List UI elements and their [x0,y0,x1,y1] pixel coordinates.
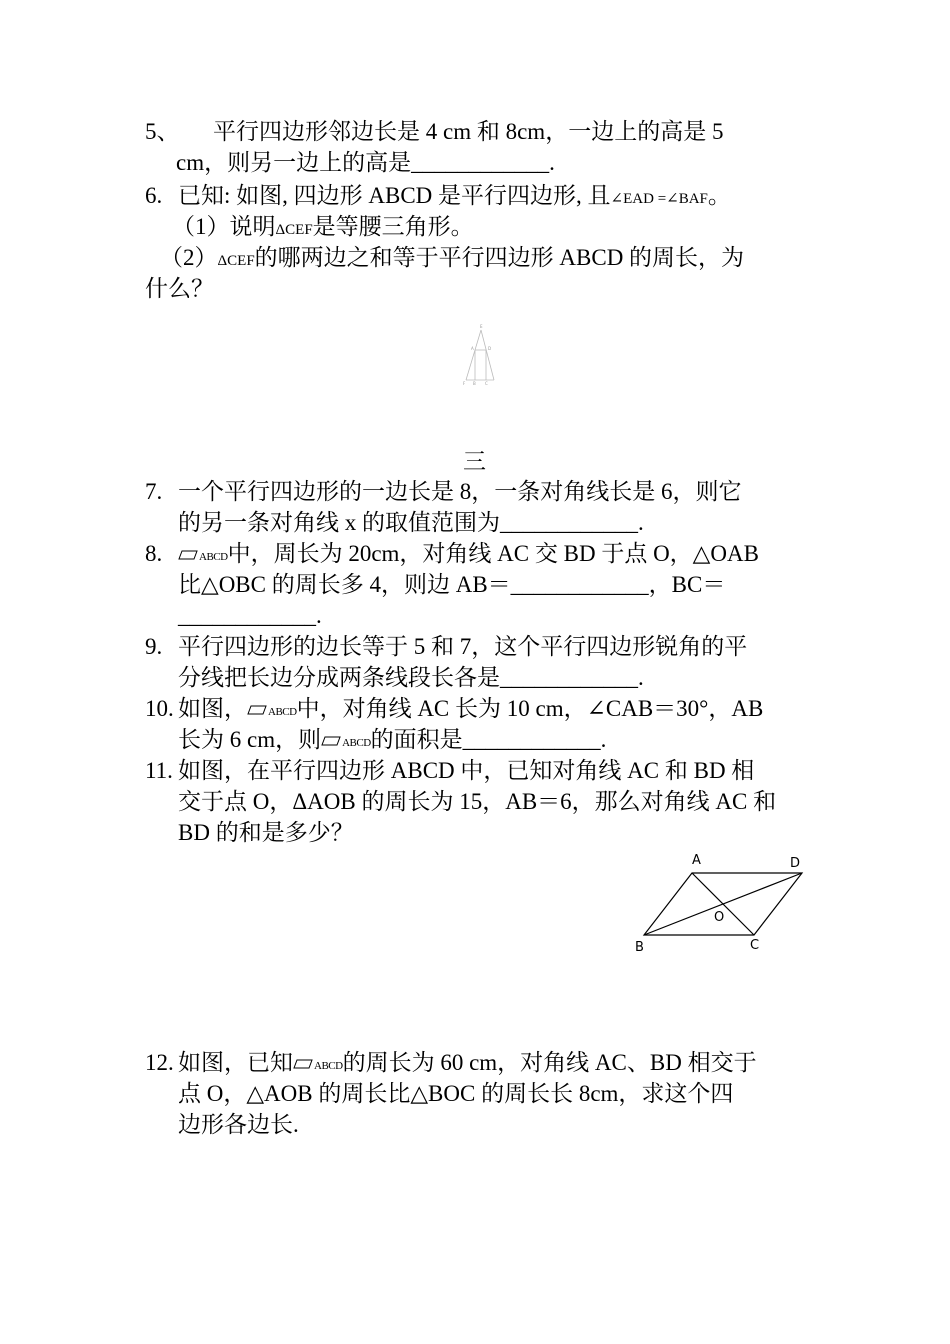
parallelogram-icon [247,705,267,715]
q10-line2-rest: 的面积是____________. [370,727,607,752]
q8-number: 8. [145,541,163,566]
q10-number: 10. [145,696,174,721]
q10-text-line2 [178,725,606,758]
q6-figure-label-a: A [471,346,474,351]
q11-text-line2: 交于点 O，ΔAOB 的周长为 15，AB＝6，那么对角线 AC 和 [178,789,777,814]
q12-parallelogram-name: ABCD [314,1060,343,1072]
q6-triangle-cef-2: ΔCEF [217,253,255,269]
q6-text-line4: 什么？ [145,276,214,301]
q5-text-line2: cm，则另一边上的高是____________. [176,150,555,175]
q12-number: 12. [145,1050,174,1075]
q12-text-line1 [178,1048,757,1081]
q11-label-o: O [714,910,725,925]
q12-text-line3: 边形各边长. [178,1112,299,1137]
q11-label-a: A [692,853,701,868]
q7-number: 7. [145,479,163,504]
q12-line1-rest: 的周长为 60 cm，对角线 AC、BD 相交于 [342,1050,757,1075]
q6-figure [458,322,504,388]
q10-line2-text: 长为 6 cm，则 [178,727,322,752]
parallelogram-icon [293,1059,313,1069]
q8-text-line1 [178,539,759,572]
q8-text-line2: 比△OBC 的周长多 4，则边 AB＝____________，BC＝ [178,572,726,597]
q11-parallelogram-figure [630,848,810,958]
q7-text-line2: 的另一条对角线 x 的取值范围为____________. [178,510,644,535]
q10-line1-text: 如图， [178,696,247,721]
q11-number: 11. [145,758,173,783]
q6-line2-end: 是等腰三角形。 [312,214,474,239]
q6-angle-expression: ∠EAD =∠BAF [610,191,708,207]
q10-parallelogram-name: ABCD [268,706,297,718]
q5-text-line1: 平行四边形邻边长是 4 cm 和 8cm，一边上的高是 5 [213,119,724,144]
q6-line1-end: 。 [707,183,731,208]
q11-text-line1: 如图，在平行四边形 ABCD 中，已知对角线 AC 和 BD 相 [178,758,755,783]
q12-text-line2: 点 O，△AOB 的周长比△BOC 的周长长 8cm，求这个四 [178,1081,734,1106]
q8-parallelogram-name: ABCD [199,551,228,563]
q7-text-line1: 一个平行四边形的一边长是 8，一条对角线长是 6，则它 [178,479,742,504]
q5-number: 5、 [145,119,180,144]
q11-label-d: D [790,856,801,871]
q6-figure-label-b: B [473,381,476,386]
q6-figure-label-c: C [485,381,488,386]
parallelogram-icon [321,736,341,746]
q6-figure-label-d: D [488,346,492,351]
q6-line3-text: （2） [160,245,218,270]
q6-number: 6. [145,183,163,208]
q9-text-line2: 分线把长边分成两条线段长各是____________. [178,665,644,690]
q6-figure-edge-left [466,330,481,380]
q6-figure-label-f: F [463,381,466,386]
q11-label-b: B [635,940,644,955]
q9-number: 9. [145,634,163,659]
q6-text-line2 [172,212,474,245]
q6-line3-end: 的哪两边之和等于平行四边形 ABCD 的周长，为 [254,245,745,270]
q6-figure-label-e: E [480,324,483,329]
parallelogram-icon [178,550,198,560]
section-heading: 三 [463,449,486,474]
q6-line2-text: （1）说明 [172,214,276,239]
q11-label-c: C [750,938,760,953]
q6-figure-edge-right [481,330,494,380]
q8-line1-text: 中，周长为 20cm，对角线 AC 交 BD 于点 O，△OAB [227,541,759,566]
q6-line1-text: 已知: 如图, 四边形 ABCD 是平行四边形, 且 [178,183,611,208]
q11-text-line3: BD 的和是多少？ [178,820,354,845]
q12-line1-text: 如图，已知 [178,1050,293,1075]
q10-parallelogram-name-2: ABCD [342,737,371,749]
q6-triangle-cef: ΔCEF [275,222,313,238]
q8-text-line3: ____________. [178,603,322,628]
q10-line1-rest: 中，对角线 AC 长为 10 cm，∠CAB＝30°，AB [296,696,764,721]
q6-text-line3 [160,243,744,276]
q6-text-line1 [178,181,731,214]
q10-text-line1 [178,694,763,727]
q9-text-line1: 平行四边形的边长等于 5 和 7，这个平行四边形锐角的平 [178,634,748,659]
